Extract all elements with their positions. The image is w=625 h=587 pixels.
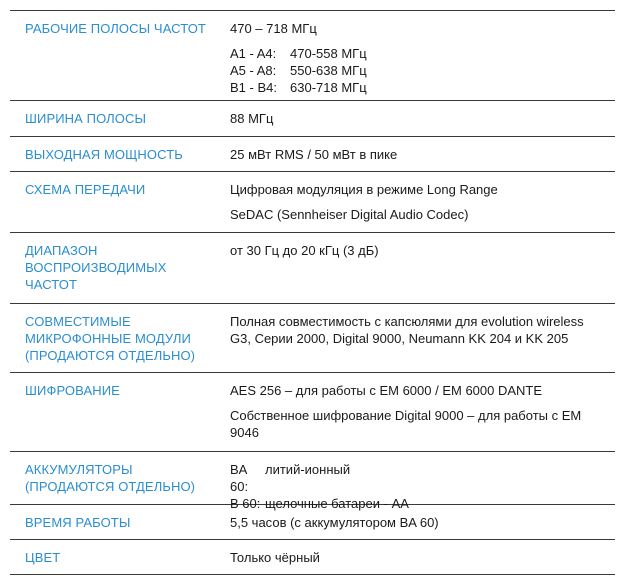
spec-value-text: SeDAC (Sennheiser Digital Audio Codec) (230, 207, 469, 222)
spec-value (216, 172, 615, 232)
spec-value-text: Только чёрный (230, 550, 320, 565)
spec-value (216, 137, 615, 171)
band-range: 470-558 МГц (290, 46, 367, 61)
spec-label: АККУМУЛЯТОРЫ (ПРОДАЮТСЯ ОТДЕЛЬНО) (25, 462, 196, 494)
spec-row-encryption (10, 373, 615, 452)
spec-row-output-power (10, 137, 615, 172)
spec-label: ВРЕМЯ РАБОТЫ (25, 515, 131, 530)
battery-name: BA 60: (230, 462, 249, 494)
spec-value-text: 25 мВт RMS / 50 мВт в пике (230, 147, 398, 162)
spec-label: ШИФРОВАНИЕ (25, 383, 120, 398)
spec-value-text: 5,5 часов (с аккумулятором BA 60) (230, 515, 439, 530)
battery-desc: литий-ионный (265, 462, 351, 477)
spec-row-frequency-bands (10, 11, 615, 101)
spec-value (216, 540, 615, 574)
band-name: A1 - A4: (230, 46, 277, 61)
spec-row-bandwidth (10, 101, 615, 137)
spec-label: РАБОЧИЕ ПОЛОСЫ ЧАСТОТ (25, 21, 206, 36)
spec-value (216, 304, 615, 372)
spec-value-text: от 30 Гц до 20 кГц (3 дБ) (230, 243, 379, 258)
spec-value-text: Собственное шифрование Digital 9000 – для работы с EM 9046 (230, 408, 582, 440)
spec-row-frequency-response (10, 233, 615, 304)
spec-value-text: AES 256 – для работы с EM 6000 / EM 6000 DANTE (230, 383, 543, 398)
spec-row-batteries (10, 452, 615, 511)
band-list (230, 45, 607, 96)
spec-label: ЦВЕТ (25, 550, 61, 565)
band-range: 550-638 МГц (290, 63, 367, 78)
spec-label: ВЫХОДНАЯ МОЩНОСТЬ (25, 147, 183, 162)
spec-value-text: 88 МГц (230, 111, 274, 126)
frequency-range: 470 – 718 МГц (230, 21, 317, 36)
spec-value (216, 452, 615, 511)
band-name: B1 - B4: (230, 80, 277, 95)
band-range: 630-718 МГц (290, 80, 367, 95)
band-name: A5 - A8: (230, 63, 277, 78)
spec-value (216, 101, 615, 136)
spec-row-colour (10, 540, 615, 575)
spec-label: ДИАПАЗОН ВОСПРОИЗВОДИМЫХ ЧАСТОТ (25, 243, 167, 292)
battery-name: B 60: (230, 496, 261, 511)
spec-row-operating-time (10, 505, 615, 540)
spec-label: СХЕМА ПЕРЕДАЧИ (25, 182, 146, 197)
spec-label: ШИРИНА ПОЛОСЫ (25, 111, 147, 126)
spec-value (216, 505, 615, 539)
spec-value (216, 11, 615, 100)
spec-value-text: Полная совместимость с капсюлями для evolution wireless G3, Серии 2000, Digital 9000, Neumann KK 204 и KK 205 (230, 314, 584, 346)
spec-label: СОВМЕСТИМЫЕ МИКРОФОННЫЕ МОДУЛИ (ПРОДАЮТСЯ ОТДЕЛЬНО) (25, 314, 196, 363)
spec-table (10, 10, 615, 575)
spec-value (216, 373, 615, 451)
spec-row-compatible-modules (10, 304, 615, 373)
spec-value (216, 233, 615, 303)
spec-value-text: Цифровая модуляция в режиме Long Range (230, 182, 498, 197)
spec-row-transmission (10, 172, 615, 233)
battery-desc: щелочные батареи - AA (265, 496, 409, 511)
